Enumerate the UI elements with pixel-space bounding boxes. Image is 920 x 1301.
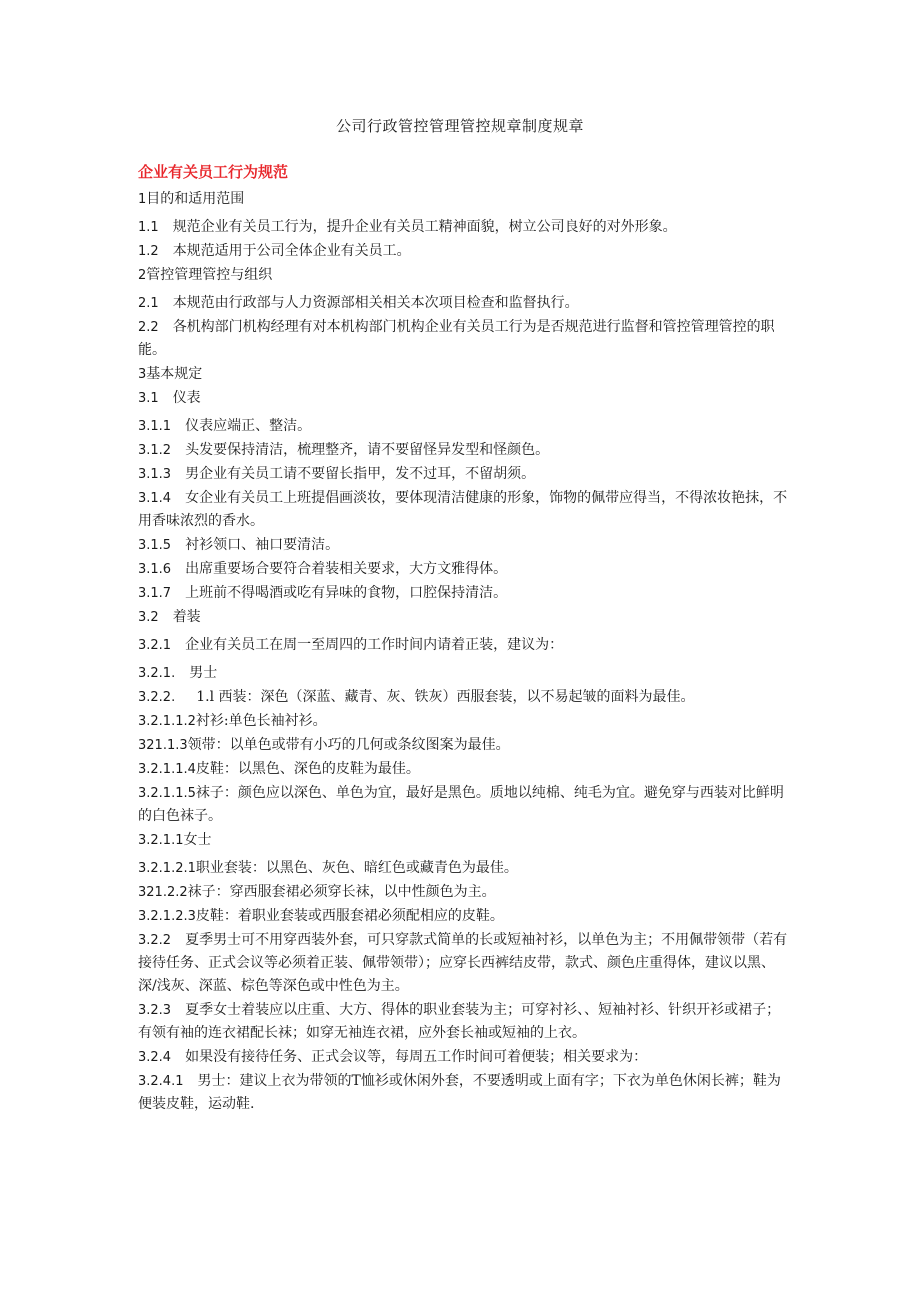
clause-text: 出席重要场合要符合着装相关要求，大方文雅得体。 [185, 561, 508, 577]
clause-number: 3.2.4.1 [138, 1074, 184, 1089]
clause-number: 321.1.3 [138, 738, 188, 753]
clause-number: 3.2.2. [138, 690, 176, 705]
clause-text: 企业有关员工在周一至周四的工作时间内请着正装，建议为： [185, 637, 564, 653]
clause-spacer [171, 585, 185, 601]
clause-spacer [159, 609, 173, 625]
clause-number: 1.2 [138, 244, 159, 259]
paragraph-line [138, 188, 788, 211]
clause-text: 规范企业有关员工行为，提升企业有关员工精神面貌，树立公司良好的对外形象。 [172, 219, 677, 235]
clause-number: 3.2.3 [138, 1003, 172, 1018]
clause-text: 着装 [172, 609, 201, 625]
clause-spacer [171, 466, 185, 482]
paragraph-line [138, 582, 788, 605]
clause-text: 上班前不得喝酒或吃有异味的食物，口腔保持清洁。 [185, 585, 508, 601]
clause-number: 3 [138, 367, 147, 382]
clause-spacer [171, 561, 185, 577]
clause-text: 管控管理管控与组织 [146, 267, 273, 283]
paragraph-line [138, 634, 788, 657]
clause-text: 领带：以单色或带有小巧的几何或条纹图案为最佳。 [187, 737, 510, 753]
clause-number: 3.2.1.1 [138, 833, 184, 848]
paragraph-line [138, 662, 788, 685]
clause-number: 3.2.1.2.1 [138, 861, 196, 876]
clause-number: 1.1 [138, 220, 159, 235]
paragraph-line [138, 999, 788, 1045]
clause-spacer [175, 689, 196, 705]
clause-text: 本规范由行政部与人力资源部相关相关本次项目检查和监督执行。 [172, 295, 579, 311]
clause-text: 皮鞋：以黑色、深色的皮鞋为最佳。 [195, 761, 420, 777]
clause-text: 衬衫领口、袖口要清洁。 [185, 537, 340, 553]
clause-spacer [171, 537, 185, 553]
clause-text: 如果没有接待任务、正式会议等，每周五工作时间可着便装；相关要求为： [185, 1049, 648, 1065]
clause-number: 2.1 [138, 296, 159, 311]
clause-spacer [171, 1002, 185, 1018]
clause-text: 1.l 西装：深色（深蓝、藏青、灰、铁灰）西服套装，以不易起皱的面料为最佳。 [196, 689, 695, 705]
clause-number: 3.1.2 [138, 443, 172, 458]
clause-spacer [171, 637, 185, 653]
document-title: 公司行政管控管理管控规章制度规章 [335, 117, 584, 135]
paragraph-line [138, 857, 788, 880]
clause-spacer [171, 418, 185, 434]
clause-number: 3.1 [138, 391, 159, 406]
paragraph-line [138, 734, 788, 757]
paragraph-line [138, 686, 788, 709]
clause-number: 2 [138, 268, 147, 283]
paragraph-line [138, 439, 788, 462]
clause-text: 女士 [183, 832, 212, 848]
clause-spacer [159, 243, 173, 259]
clause-text: 头发要保持清洁，梳理整齐，请不要留怪异发型和怪颜色。 [185, 442, 550, 458]
section-heading: 企业有关员工行为规范 [138, 163, 289, 181]
paragraph-line [138, 487, 788, 533]
clause-text: 职业套装：以黑色、灰色、暗红色或藏青色为最佳。 [195, 860, 518, 876]
clause-text: 目的和适用范围 [146, 191, 245, 207]
clause-spacer [171, 1049, 185, 1065]
clause-text: 衬衫:单色长袖衬衫。 [195, 713, 327, 729]
paragraph-line [138, 881, 788, 904]
clause-number: 3.2.1.2.3 [138, 909, 196, 924]
clause-text: 男企业有关员工请不要留长指甲，发不过耳，不留胡须。 [185, 466, 536, 482]
paragraph-line [138, 558, 788, 581]
clause-number: 3.1.4 [138, 491, 172, 506]
clause-text: 袜子：穿西服套裙必须穿长袜，以中性颜色为主。 [187, 884, 496, 900]
clause-spacer [159, 390, 173, 406]
paragraph-line [138, 1070, 788, 1116]
clause-number: 2.2 [138, 320, 159, 335]
paragraph-line [138, 463, 788, 486]
clause-number: 3.2.1 [138, 638, 172, 653]
paragraph-line [138, 216, 788, 239]
clause-number: 3.2 [138, 610, 159, 625]
clause-text: 仪表应端正、整洁。 [185, 418, 312, 434]
paragraph-line [138, 782, 788, 828]
clause-text: 夏季男士可不用穿西装外套，可只穿款式简单的长或短袖衬衫，以单色为主；不用佩带领带（若有接待任务、正式会议等必须着正装、佩带领带）；应穿长西裤结皮带，款式、颜色庄重得体，建议以黑、深/浅灰、深蓝、棕色等深色或中性色为主。 [138, 932, 788, 994]
paragraph-line [138, 316, 788, 362]
paragraph-line [138, 415, 788, 438]
clause-number: 3.1.1 [138, 419, 172, 434]
clause-spacer [159, 219, 173, 235]
clause-number: 3.1.6 [138, 562, 172, 577]
clause-text: 皮鞋：着职业套装或西服套裙必须配相应的皮鞋。 [195, 908, 504, 924]
paragraph-line [138, 606, 788, 629]
clause-text: 本规范适用于公司全体企业有关员工。 [172, 243, 411, 259]
paragraph-line [138, 534, 788, 557]
paragraph-line [138, 292, 788, 315]
paragraph-line [138, 387, 788, 410]
clause-spacer [171, 442, 185, 458]
clause-spacer [175, 665, 189, 681]
clause-spacer [183, 1073, 197, 1089]
paragraph-line [138, 1046, 788, 1069]
clause-spacer [171, 932, 185, 948]
clause-number: 321.2.2 [138, 885, 188, 900]
clause-text: 男士 [189, 665, 218, 681]
paragraph-line [138, 829, 788, 852]
clause-number: 3.2.2 [138, 933, 172, 948]
paragraph-line [138, 240, 788, 263]
paragraph-line [138, 363, 788, 386]
document-body [138, 188, 788, 1117]
clause-number: 3.1.3 [138, 467, 172, 482]
paragraph-line [138, 758, 788, 781]
clause-text: 基本规定 [146, 366, 203, 382]
clause-number: 3.1.7 [138, 586, 172, 601]
paragraph-line [138, 264, 788, 287]
clause-text: 女企业有关员工上班提倡画淡妆，要体现清洁健康的形象，饰物的佩带应得当，不得浓妆艳抹，不用香味浓烈的香水。 [138, 490, 788, 529]
paragraph-line [138, 905, 788, 928]
clause-text: 袜子：颜色应以深色、单色为宜，最好是黑色。质地以纯棉、纯毛为宜。避免穿与西装对比鲜明的白色袜子。 [138, 785, 784, 824]
clause-spacer [159, 319, 173, 335]
clause-text: 仪表 [172, 390, 201, 406]
clause-number: 3.2.1. [138, 666, 176, 681]
paragraph-line [138, 929, 788, 998]
clause-number: 3.2.4 [138, 1050, 172, 1065]
clause-number: 3.2.1.1.2 [138, 714, 196, 729]
clause-number: 3.2.1.1.5 [138, 786, 196, 801]
clause-number: 3.2.1.1.4 [138, 762, 196, 777]
clause-text: 男士：建议上衣为带领的T恤衫或休闲外套，不要透明或上面有字；下衣为单色休闲长裤；鞋为便装皮鞋，运动鞋. [138, 1073, 781, 1112]
clause-number: 1 [138, 192, 147, 207]
clause-number: 3.1.5 [138, 538, 172, 553]
clause-spacer [171, 490, 185, 506]
clause-spacer [159, 295, 173, 311]
clause-text: 夏季女士着装应以庄重、大方、得体的职业套装为主；可穿衬衫、、短袖衬衫、针织开衫或裙子；有领有袖的连衣裙配长袜；如穿无袖连衣裙，应外套长袖或短袖的上衣。 [138, 1002, 781, 1041]
clause-text: 各机构部门机构经理有对本机构部门机构企业有关员工行为是否规范进行监督和管控管理管控的职能。 [138, 319, 775, 358]
paragraph-line [138, 710, 788, 733]
